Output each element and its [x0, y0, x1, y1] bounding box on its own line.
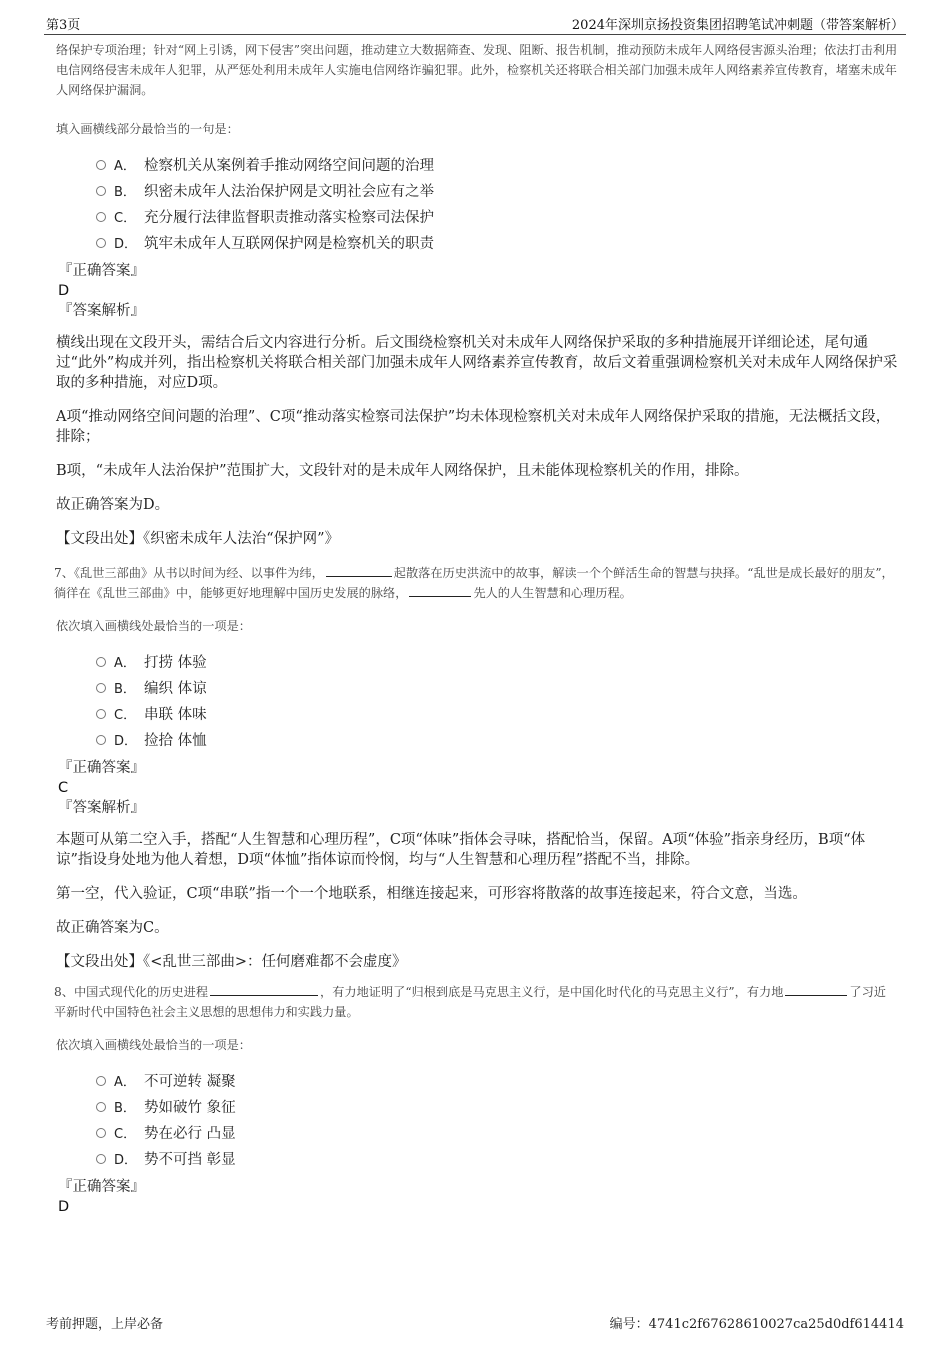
q6-answer-label: 『正确答案』 — [58, 263, 145, 279]
q6-analysis-1: 横线出现在文段开头，需结合后文内容进行分析。后文围绕检察机关对未成年人网络保护采取的多种措施展开详细论述，尾句通过“此外”构成并列，指出检察机关将联合相关部门加强未成年人网络素养宣传教育，故后文着重强调检察机关对未成年人网络保护采取的多种措施，对应D项。 — [56, 335, 898, 391]
q8-option-a[interactable]: A． 不可逆转 凝聚 — [96, 1069, 898, 1095]
q6-analysis-4: 故正确答案为D。 — [56, 497, 170, 513]
radio-icon[interactable] — [96, 1128, 106, 1138]
q7-option-c[interactable]: C． 串联 体味 — [96, 702, 898, 728]
q6-analysis-3: B项，“未成年人法治保护”范围扩大，文段针对的是未成年人网络保护，且未能体现检察机关的作用，排除。 — [56, 463, 749, 479]
q6-option-a[interactable]: A． 检察机关从案例着手推动网络空间问题的治理 — [96, 153, 898, 179]
radio-icon[interactable] — [96, 238, 106, 248]
radio-icon[interactable] — [96, 683, 106, 693]
page-number: 第3页 — [46, 18, 81, 33]
q7-analysis-label: 『答案解析』 — [58, 800, 145, 816]
radio-icon[interactable] — [96, 1076, 106, 1086]
radio-icon[interactable] — [96, 1102, 106, 1112]
q8-blank-2 — [785, 983, 847, 996]
q8-options — [56, 1069, 898, 1173]
q6-option-c[interactable]: C． 充分履行法律监督职责推动落实检察司法保护 — [96, 205, 898, 231]
q7-blank-2 — [409, 584, 471, 597]
q7-answer: C — [58, 780, 69, 796]
q8-stem: 8、中国式现代化的历史进程 ，有力地证明了“归根到底是马克思主义行，是中国化时代化的马克思主义行”，有力地 了习近平新时代中国特色社会主义思想的思想伟力和实践力量。 — [54, 985, 886, 1019]
q6-passage: 络保护专项治理；针对“网上引诱，网下侵害”突出问题，推动建立大数据筛查、发现、阻断、报告机制，推动预防未成年人网络侵害源头治理；依法打击利用电信网络侵害未成年人犯罪，从严惩处利用未成年人实施电信网络诈骗犯罪。此外，检察机关还将联合相关部门加强未成年人网络素养宣传教育，堵塞未成年人网络保护漏洞。 — [56, 43, 898, 97]
q6-options — [56, 153, 898, 257]
q7-answer-label: 『正确答案』 — [58, 760, 145, 776]
q7-option-d[interactable]: D． 捡拾 体恤 — [96, 728, 898, 754]
q8-blank-1 — [210, 983, 318, 996]
footer-serial: 编号：4741c2f67628610027ca25d0df614414 — [609, 1317, 904, 1332]
q7-prompt: 依次填入画横线处最恰当的一项是： — [56, 619, 251, 633]
q7-source: 【文段出处】《<乱世三部曲>：任何磨难都不会虚度》 — [56, 954, 407, 970]
q7-option-a[interactable]: A． 打捞 体验 — [96, 650, 898, 676]
q7-blank-1 — [326, 564, 392, 577]
q7-analysis-2: 第一空，代入验证，C项“串联”指一个一个地联系，相继连接起来，可形容将散落的故事连接起来，符合文意，当选。 — [56, 886, 807, 902]
q6-option-d[interactable]: D． 筑牢未成年人互联网保护网是检察机关的职责 — [96, 231, 898, 257]
radio-icon[interactable] — [96, 1154, 106, 1164]
q8-option-d[interactable]: D． 势不可挡 彰显 — [96, 1147, 898, 1173]
radio-icon[interactable] — [96, 186, 106, 196]
q7-analysis-1: 本题可从第二空入手，搭配“人生智慧和心理历程”，C项“体味”指体会寻味，搭配恰当，保留。A项“体验”指亲身经历，B项“体谅”指设身处地为他人着想，D项“体恤”指体谅而怜悯，均与“人生智慧和心理历程”搭配不当，排除。 — [56, 832, 866, 868]
document-body — [56, 40, 898, 1217]
q6-analysis-2: A项“推动网络空间问题的治理”、C项“推动落实检察司法保护”均未体现检察机关对未成年人网络保护采取的措施，无法概括文段，排除； — [56, 409, 891, 445]
radio-icon[interactable] — [96, 657, 106, 667]
q8-answer-label: 『正确答案』 — [58, 1179, 145, 1195]
q8-answer: D — [58, 1199, 70, 1215]
q6-option-b[interactable]: B． 织密未成年人法治保护网是文明社会应有之举 — [96, 179, 898, 205]
q7-options — [56, 650, 898, 754]
radio-icon[interactable] — [96, 160, 106, 170]
radio-icon[interactable] — [96, 709, 106, 719]
q7-stem: 7、《乱世三部曲》从书以时间为经、以事件为纬， 起散落在历史洪流中的故事，解读一个个鲜活生命的智慧与抉择。“乱世是成长最好的朋友”，徜徉在《乱世三部曲》中，能够更好地理解中国历史发展的脉络， 先人的人生智慧和心理历程。 — [54, 566, 894, 600]
footer-slogan: 考前押题，上岸必备 — [46, 1317, 164, 1332]
q6-analysis-label: 『答案解析』 — [58, 303, 145, 319]
q6-prompt: 填入画横线部分最恰当的一句是： — [56, 122, 239, 136]
page-header — [44, 14, 906, 35]
q8-option-c[interactable]: C． 势在必行 凸显 — [96, 1121, 898, 1147]
radio-icon[interactable] — [96, 735, 106, 745]
radio-icon[interactable] — [96, 212, 106, 222]
q7-analysis-3: 故正确答案为C。 — [56, 920, 169, 936]
q6-answer: D — [58, 283, 70, 299]
q6-source: 【文段出处】《织密未成年人法治“保护网”》 — [56, 531, 340, 547]
document-title: 2024年深圳京扬投资集团招聘笔试冲刺题（带答案解析） — [571, 18, 904, 33]
q7-option-b[interactable]: B． 编织 体谅 — [96, 676, 898, 702]
q8-prompt: 依次填入画横线处最恰当的一项是： — [56, 1038, 251, 1052]
q8-option-b[interactable]: B． 势如破竹 象征 — [96, 1095, 898, 1121]
